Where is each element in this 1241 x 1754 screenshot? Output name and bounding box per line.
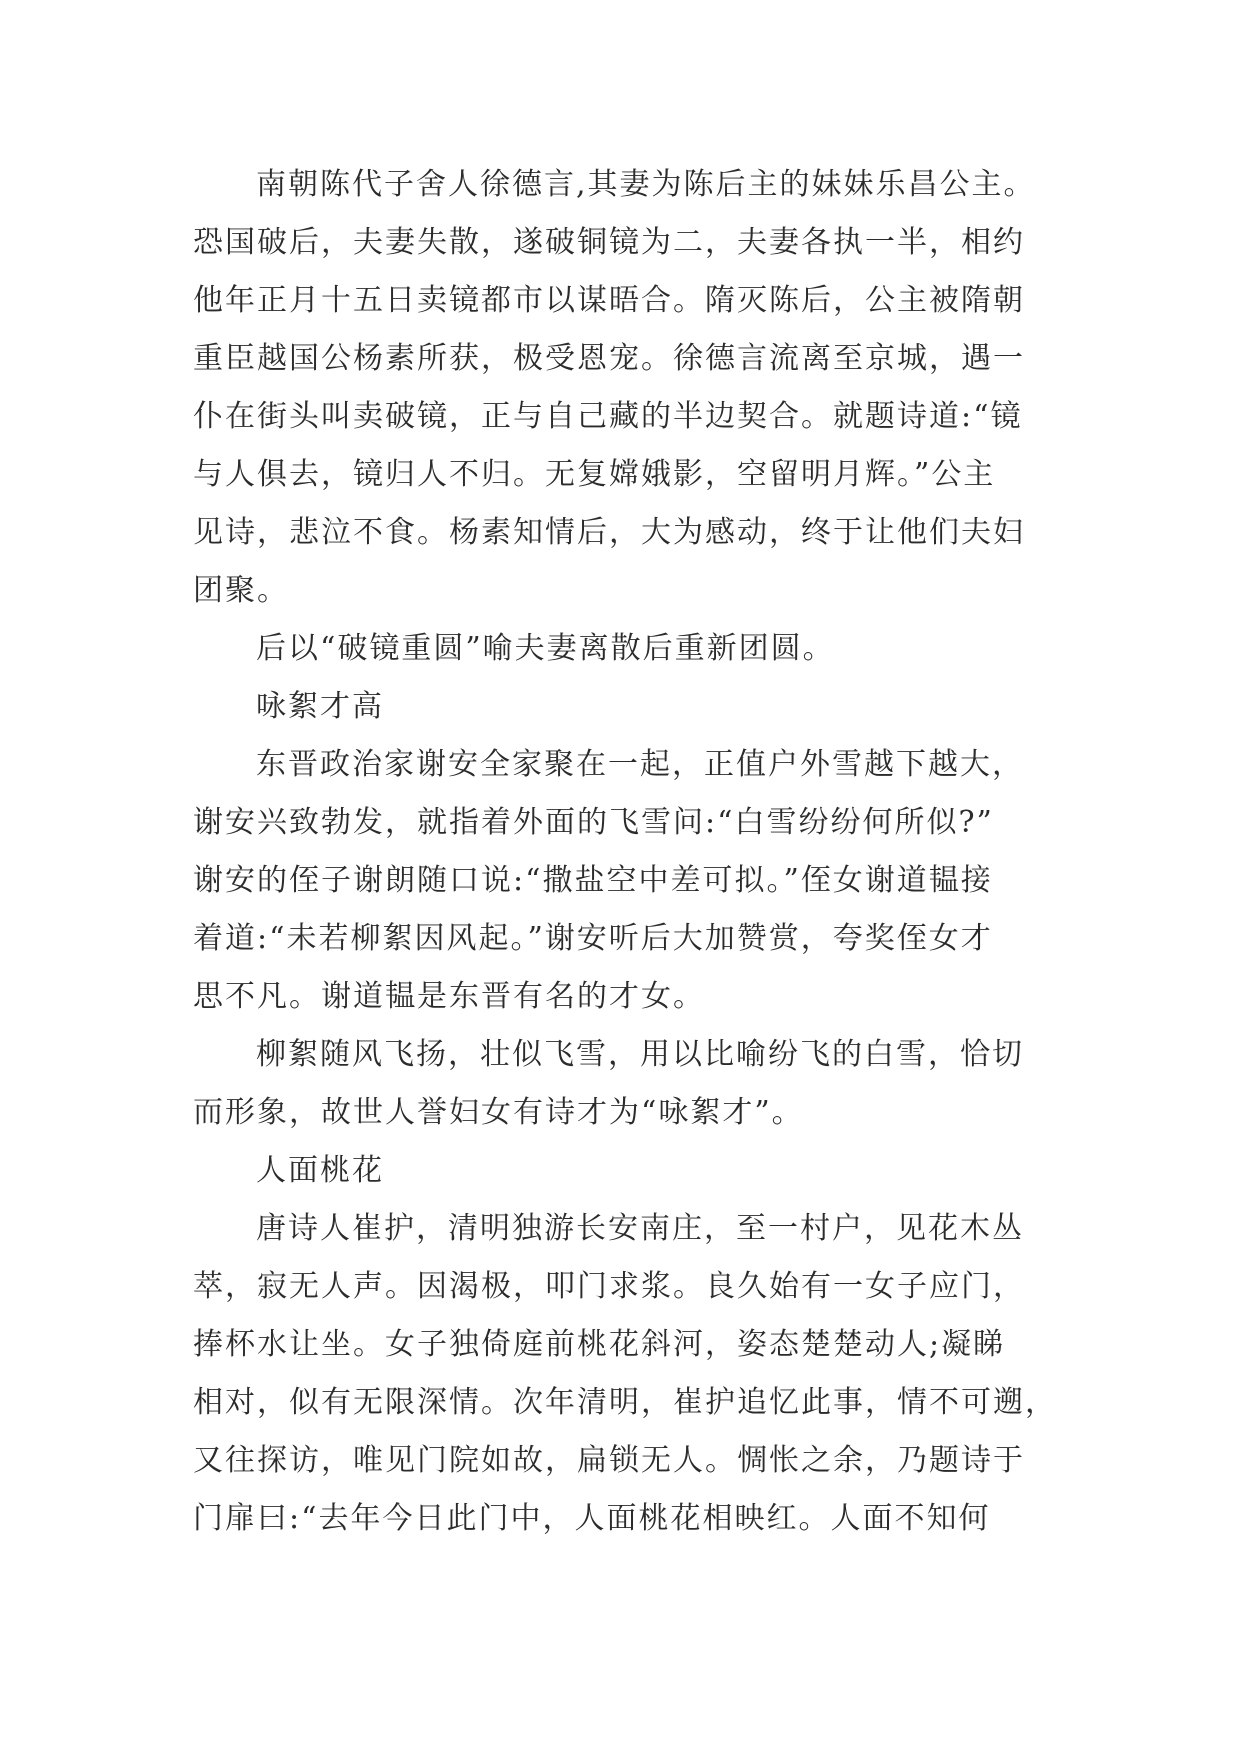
- text-line: 恐国破后，夫妻失散，遂破铜镜为二，夫妻各执一半，相约: [193, 225, 1025, 260]
- text-line: 人面桃花: [256, 1153, 384, 1188]
- text-line: 思不凡。谢道韫是东晋有名的才女。: [193, 979, 705, 1014]
- text-line: 见诗，悲泣不食。杨素知情后，大为感动，终于让他们夫妇: [193, 515, 1025, 550]
- text-line: 团聚。: [193, 573, 289, 608]
- text-line: 相对，似有无限深情。次年清明，崔护追忆此事，情不可遡，: [193, 1385, 1057, 1420]
- text-line: 着道:“未若柳絮因风起。”谢安听后大加赞赏，夸奖侄女才: [193, 921, 993, 956]
- text-line: 门扉曰:“去年今日此门中，人面桃花相映红。人面不知何: [193, 1501, 991, 1536]
- text-line: 柳絮随风飞扬，壮似飞雪，用以比喻纷飞的白雪，恰切: [256, 1037, 1024, 1072]
- text-line: 南朝陈代子舍人徐德言,其妻为陈后主的妹妹乐昌公主。: [256, 167, 1036, 202]
- document-body: [193, 156, 1093, 1548]
- text-line: 东晋政治家谢安全家聚在一起，正值户外雪越下越大，: [256, 747, 1024, 782]
- text-line: 他年正月十五日卖镜都市以谋晤合。隋灭陈后，公主被隋朝: [193, 283, 1025, 318]
- text-line: 捧杯水让坐。女子独倚庭前桃花斜河，姿态楚楚动人;凝睇: [193, 1327, 1006, 1362]
- text-line: 咏絮才高: [256, 689, 384, 724]
- text-line: 后以“破镜重圆”喻夫妻离散后重新团圆。: [256, 631, 835, 666]
- text-line: 萃，寂无人声。因渴极，叩门求浆。良久始有一女子应门，: [193, 1269, 1025, 1304]
- text-line: 仆在街头叫卖破镜，正与自己藏的半边契合。就题诗道:“镜: [193, 399, 1023, 434]
- text-line: 谢安的侄子谢朗随口说:“撒盐空中差可拟。”侄女谢道韫接: [193, 863, 993, 898]
- text-line: 重臣越国公杨素所获，极受恩宠。徐德言流离至京城，遇一: [193, 341, 1025, 376]
- text-line: 唐诗人崔护，清明独游长安南庄，至一村户，见花木丛: [256, 1211, 1024, 1246]
- text-line: 谢安兴致勃发，就指着外面的飞雪问:“白雪纷纷何所似?”: [193, 805, 994, 840]
- text-line: 而形象，故世人誉妇女有诗才为“咏絮才”。: [193, 1095, 804, 1130]
- text-line: 与人俱去，镜归人不归。无复嫦娥影，空留明月辉。”公主: [193, 457, 996, 492]
- text-line: 又往探访，唯见门院如故，扁锁无人。惆怅之余，乃题诗于: [193, 1443, 1025, 1478]
